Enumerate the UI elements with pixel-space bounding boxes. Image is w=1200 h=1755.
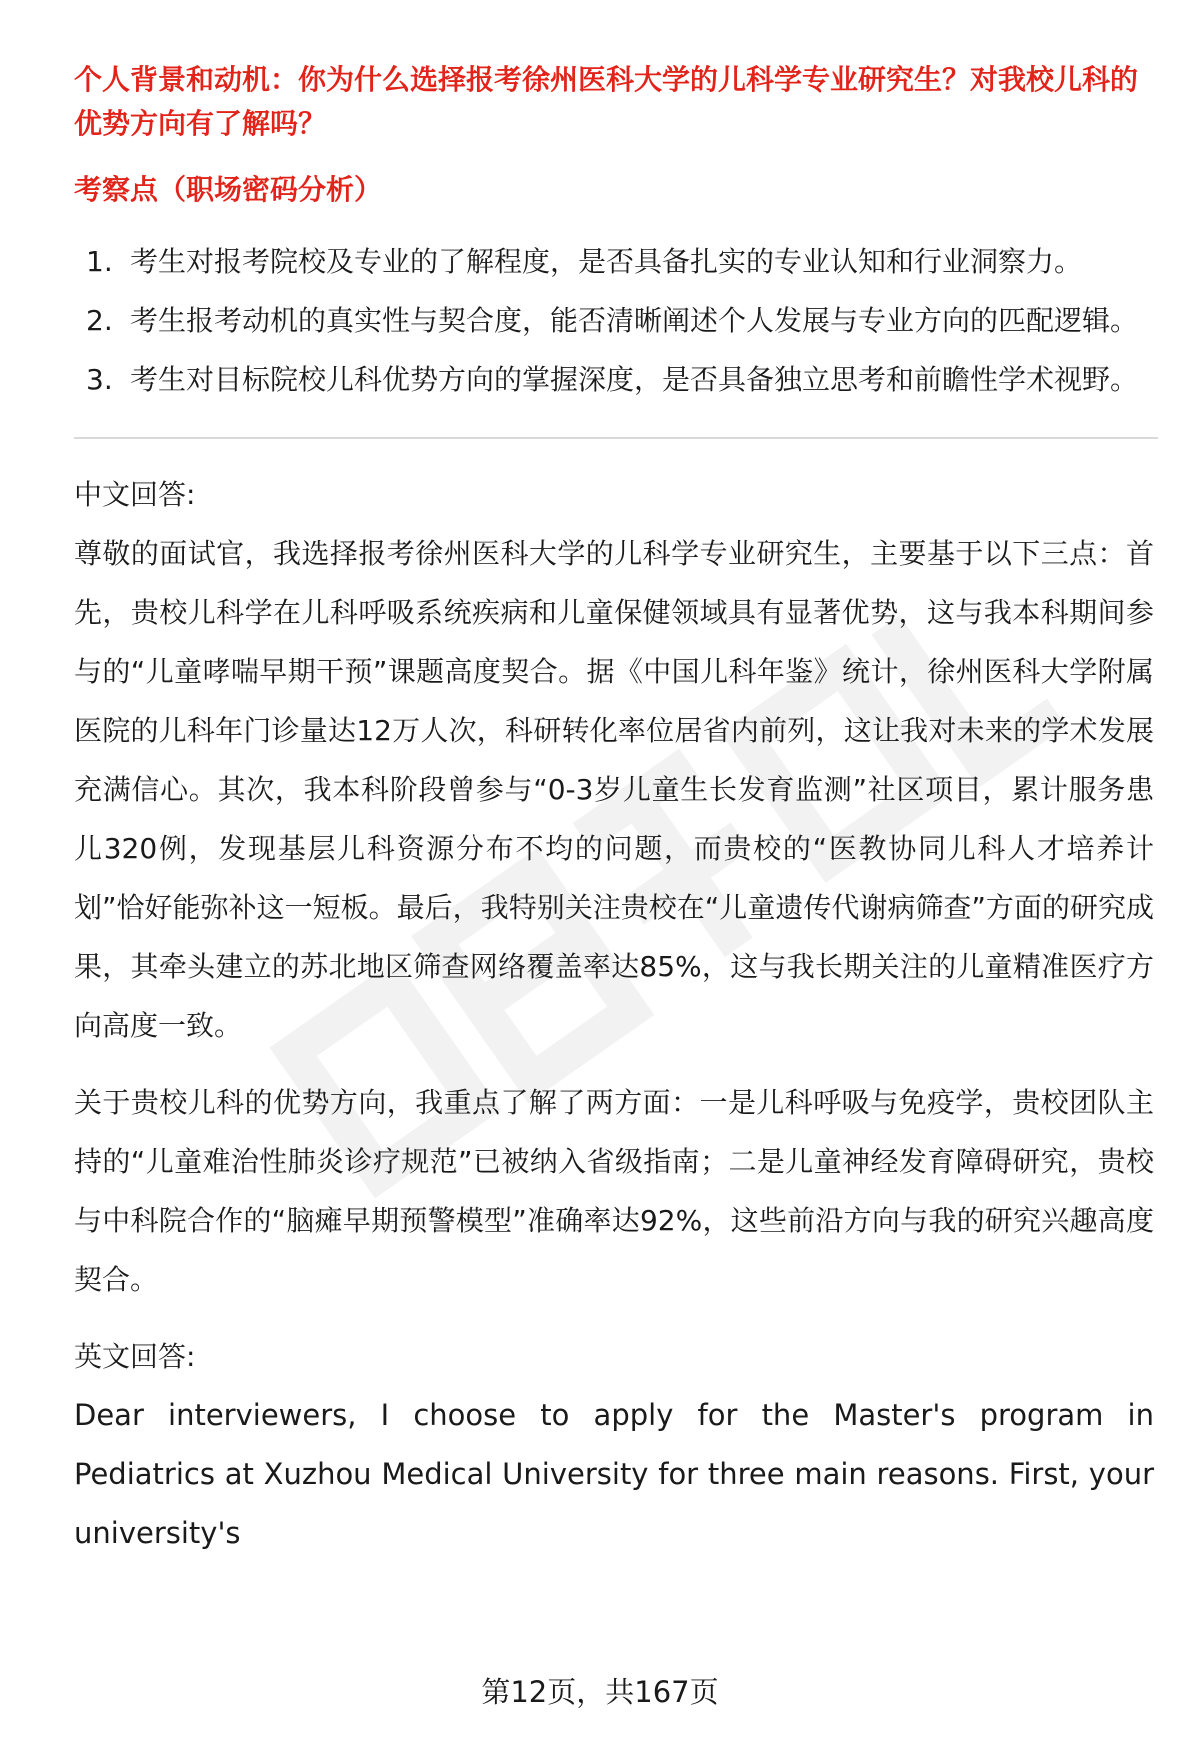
list-item-text: 考生对目标院校儿科优势方向的掌握深度，是否具备独立思考和前瞻性学术视野。 [130,363,1139,396]
list-item [74,232,1154,291]
assessment-list [74,232,1154,409]
list-item-number: 3. [86,363,113,396]
document-page [74,58,1154,1563]
assessment-heading: 考察点（职场密码分析） [74,173,383,206]
chinese-answer-label: 中文回答: [74,478,196,511]
chinese-answer-paragraph: 关于贵校儿科的优势方向，我重点了解了两方面：一是儿科呼吸与免疫学，贵校团队主持的“儿童难治性肺炎诊疗规范”已被纳入省级指南；二是儿童神经发育障碍研究，贵校与中科院合作的“脑瘫早期预警模型”准确率达92%，这些前沿方向与我的研究兴趣高度契合。 [74,1086,1154,1296]
question-heading: 个人背景和动机：你为什么选择报考徐州医科大学的儿科学专业研究生？对我校儿科的优势方向有了解吗？ [74,63,1139,140]
page-number-footer: 第12页，共167页 [481,1675,719,1709]
list-item-text: 考生报考动机的真实性与契合度，能否清晰阐述个人发展与专业方向的匹配逻辑。 [130,304,1139,337]
chinese-answer-paragraph: 尊敬的面试官，我选择报考徐州医科大学的儿科学专业研究生，主要基于以下三点：首先，贵校儿科学在儿科呼吸系统疾病和儿童保健领域具有显著优势，这与我本科期间参与的“儿童哮喘早期干预”课题高度契合。据《中国儿科年鉴》统计，徐州医科大学附属医院的儿科年门诊量达12万人次，科研转化率位居省内前列，这让我对未来的学术发展充满信心。其次，我本科阶段曾参与“0-3岁儿童生长发育监测”社区项目，累计服务患儿320例，发现基层儿科资源分布不均的问题，而贵校的“医教协同儿科人才培养计划”恰好能弥补这一短板。最后，我特别关注贵校在“儿童遗传代谢病筛查”方面的研究成果，其牵头建立的苏北地区筛查网络覆盖率达85%，这与我长期关注的儿童精准医疗方向高度一致。 [74,537,1154,1042]
list-item-number: 2. [86,304,113,337]
list-item [74,350,1154,409]
section-divider [74,437,1158,439]
english-answer-label: 英文回答: [74,1340,196,1373]
english-answer-paragraph: Dear interviewers, I choose to apply for the Master's program in Pediatrics at Xuzhou Medical University for three main reasons. First, your university's [74,1398,1154,1550]
list-item-text: 考生对报考院校及专业的了解程度，是否具备扎实的专业认知和行业洞察力。 [130,245,1083,278]
list-item-number: 1. [86,245,113,278]
list-item [74,291,1154,350]
